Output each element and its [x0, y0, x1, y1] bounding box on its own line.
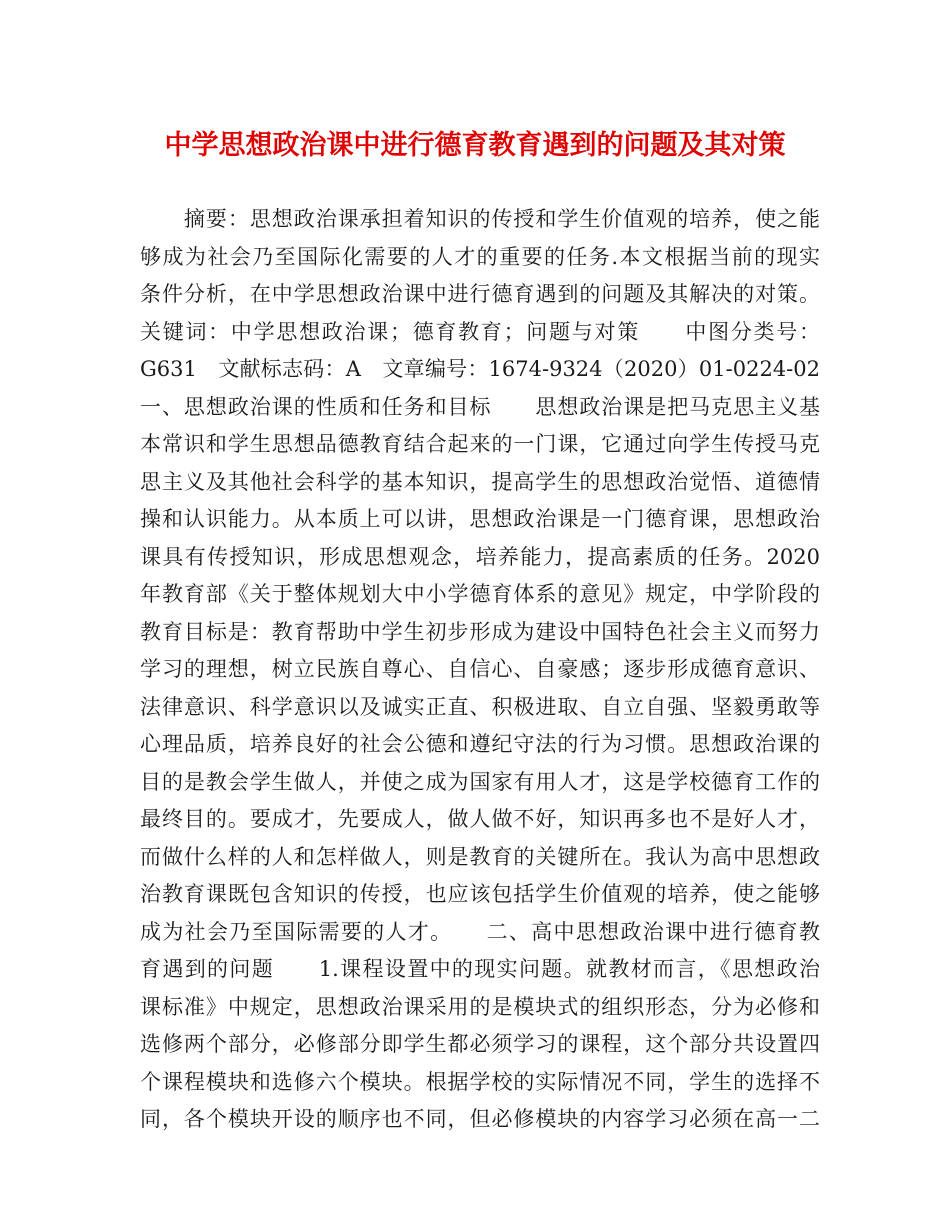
body-line: 本常识和学生思想品德教育结合起来的一门课，它通过向学生传授马克 [140, 432, 820, 456]
body-line: 操和认识能力。从本质上可以讲，思想政治课是一门德育课，思想政治 [140, 507, 820, 531]
body-line: 一、思想政治课的性质和任务和目标 思想政治课是把马克思主义基 [140, 394, 820, 419]
body-line: 选修两个部分，必修部分即学生都必须学习的课程，这个部分共设置四 [140, 1032, 820, 1056]
body-line: 够成为社会乃至国际化需要的人才的重要的任务.本文根据当前的现实 [140, 244, 820, 269]
body-line: 课具有传授知识，形成思想观念，培养能力，提高素质的任务。2020 [140, 544, 820, 569]
document-title: 中学思想政治课中进行德育教育遇到的问题及其对策 [164, 130, 786, 161]
body-line: 学习的理想，树立民族自尊心、自信心、自豪感；逐步形成德育意识、 [140, 657, 820, 681]
body-line: 关键词：中学思想政治课；德育教育；问题与对策 中图分类号： [140, 319, 820, 344]
body-line: 治教育课既包含知识的传授，也应该包括学生价值观的培养，使之能够 [140, 882, 820, 906]
body-line: 最终目的。要成才，先要成人，做人做不好，知识再多也不是好人才， [140, 807, 820, 831]
body-line: 年教育部《关于整体规划大中小学德育体系的意见》规定，中学阶段的 [140, 582, 820, 606]
body-line: 摘要：思想政治课承担着知识的传授和学生价值观的培养，使之能 [140, 207, 820, 231]
document-body [140, 201, 820, 1139]
body-line: 成为社会乃至国际需要的人才。 二、高中思想政治课中进行德育教 [140, 919, 820, 944]
body-line: 育遇到的问题 1.课程设置中的现实问题。就教材而言，《思想政治 [140, 957, 820, 981]
body-line: 课标准》中规定，思想政治课采用的是模块式的组织形态，分为必修和 [140, 994, 820, 1019]
body-line: 心理品质，培养良好的社会公德和遵纪守法的行为习惯。思想政治课的 [140, 732, 820, 756]
body-line: 条件分析，在中学思想政治课中进行德育遇到的问题及其解决的对策。 [140, 282, 820, 306]
body-line: 目的是教会学生做人，并使之成为国家有用人才，这是学校德育工作的 [140, 769, 820, 794]
body-line: 法律意识、科学意识以及诚实正直、积极进取、自立自强、坚毅勇敢等 [140, 694, 820, 719]
body-line: 思主义及其他社会科学的基本知识，提高学生的思想政治觉悟、道德情 [140, 469, 820, 494]
body-line: 个课程模块和选修六个模块。根据学校的实际情况不同，学生的选择不 [140, 1069, 820, 1094]
body-line: 教育目标是：教育帮助中学生初步形成为建设中国特色社会主义而努力 [140, 619, 820, 644]
body-line: G631 文献标志码：A 文章编号：1674-9324（2020）01-0224-02 [140, 357, 820, 381]
body-line: 而做什么样的人和怎样做人，则是教育的关键所在。我认为高中思想政 [140, 844, 820, 869]
body-line: 同，各个模块开设的顺序也不同，但必修模块的内容学习必须在高一二 [140, 1107, 820, 1131]
